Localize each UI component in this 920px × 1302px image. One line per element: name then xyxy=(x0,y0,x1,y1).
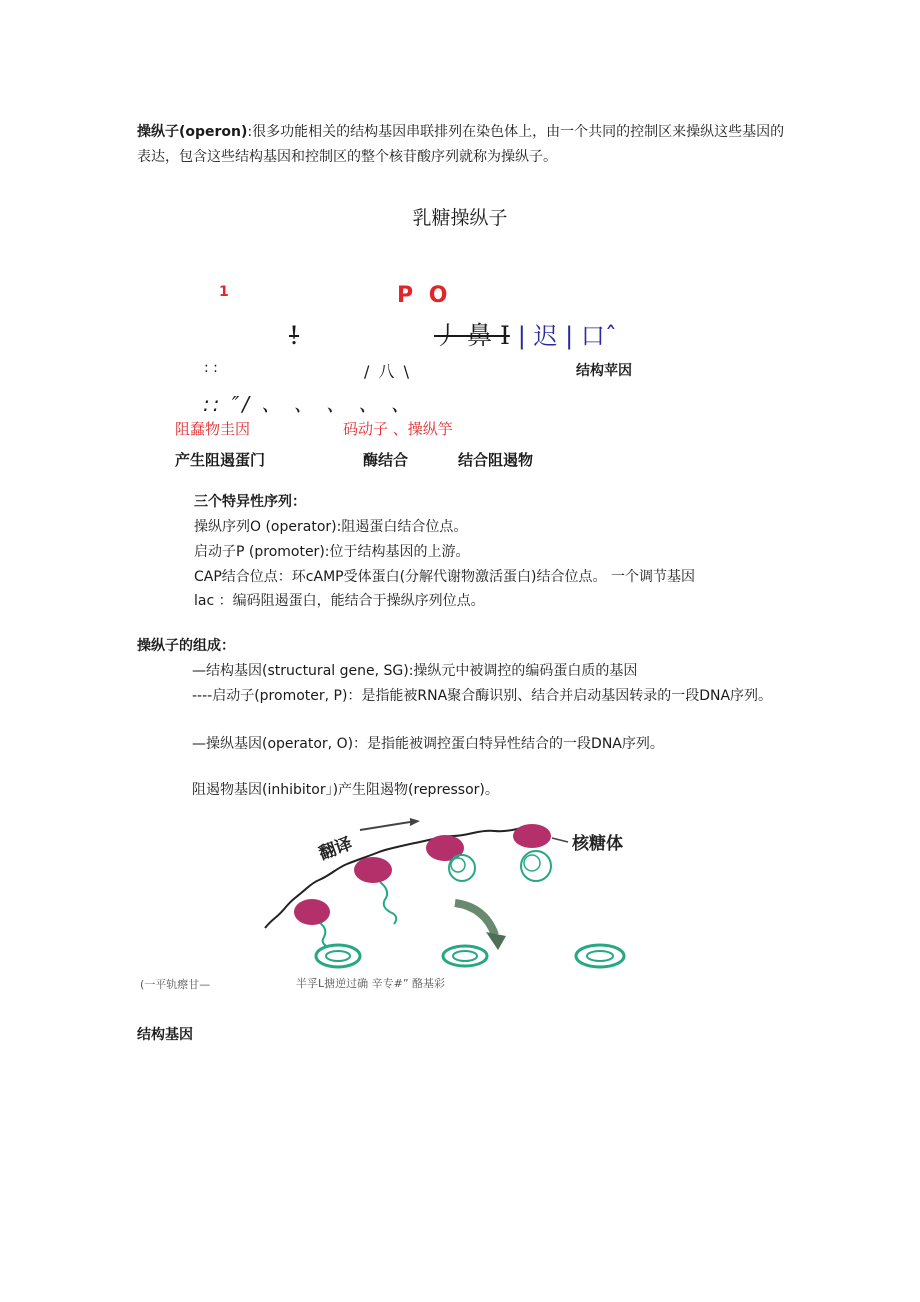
intro-text: :很多功能相关的结构基因串联排列在染色体上，由一个共同的控制区来操纵这些基因的表达，包含这些结构基因和控制区的整个核苷酸序列就称为操纵子。 xyxy=(137,124,785,165)
structural-gene-heading: 结构基因 xyxy=(137,1027,193,1043)
specific-item: CAP结合位点：环cAMP受体蛋白(分解代谢物激活蛋白)结合位点。 一个调节基因 xyxy=(194,569,695,585)
folded-protein-2 xyxy=(443,946,487,966)
operon-line-genes: | 迟 | 口ˆ xyxy=(517,322,617,350)
ribosome-2 xyxy=(354,857,392,883)
bind-repressor-label: 结合阻遏物 xyxy=(458,451,534,469)
specific-heading: 三个特异性序列： xyxy=(194,494,306,510)
direction-arrow-icon xyxy=(410,818,420,826)
composition-item: —结构基因(structural gene, SG):操纵元中被调控的编码蛋白质的基因 xyxy=(192,663,638,679)
structural-gene-label: 结构苹因 xyxy=(576,363,632,379)
ribosome-4 xyxy=(513,824,551,848)
ribosome-label: 核糖体 xyxy=(572,834,623,854)
peptide-chain-2 xyxy=(380,882,396,924)
ribosome-pointer xyxy=(552,838,568,842)
figure-caption-right: 半孚L搪逆过确 辛专#” 酪基彩 xyxy=(296,977,446,990)
specific-item: 启动子P (promoter):位于结构基因的上游。 xyxy=(194,544,470,560)
produce-repressor-label: 产生阻遏蛋门 xyxy=(175,451,266,469)
diagram-po-label: P O xyxy=(397,283,452,308)
section-title: 乳糖操纵子 xyxy=(412,207,508,229)
fold-arrow-head-icon xyxy=(486,932,506,950)
translation-figure xyxy=(260,808,660,976)
diagram-number: 1 xyxy=(219,284,229,300)
ribosome-1 xyxy=(294,899,330,925)
diagram-arrows: / 八 \ xyxy=(364,362,411,381)
repressor-gene-label: 阻蠢物圭因 xyxy=(175,420,251,438)
figure-caption-left: (一平轨瘵甘— xyxy=(140,978,211,991)
specific-item: lac ：编码阻遏蛋白，能结合于操纵序列位点。 xyxy=(194,593,485,609)
diagram-dots-2: :: ″/ 、 、 、 、 、 xyxy=(203,392,414,416)
composition-item: —操纵基因(operator, O)：是指能被调控蛋白特异性结合的一段DNA序列。 xyxy=(192,736,664,752)
specific-item: 操纵序列O (operator):阻遏蛋白结合位点。 xyxy=(194,519,468,535)
folded-protein-1 xyxy=(316,945,360,967)
operon-line-start: ! xyxy=(289,321,300,350)
ribosome-3 xyxy=(426,835,464,861)
folded-protein-3 xyxy=(576,945,624,967)
peptide-chain-1 xyxy=(320,923,328,947)
intro-paragraph xyxy=(137,120,787,170)
fold-arrow xyxy=(455,903,495,935)
diagram-dots-1: : : xyxy=(204,360,218,376)
operon-line xyxy=(289,316,617,352)
translate-label: 翻译 xyxy=(316,833,356,865)
promoter-operator-label: 码动子 、操纵竽 xyxy=(343,420,453,438)
direction-line xyxy=(360,822,410,830)
inhibitor-line: 阻遏物基因(inhibitor」)产生阻遏物(repressor)。 xyxy=(192,782,499,798)
composition-item: ----启动子(promoter, P)：是指能被RNA聚合酶识别、结合并启动基因转录的一段DNA序列。 xyxy=(192,688,773,704)
composition-heading: 操纵子的组成： xyxy=(137,638,235,654)
operon-line-mid: 丿 鼻 I xyxy=(434,321,510,350)
intro-term: 操纵子(operon) xyxy=(137,124,248,140)
enzyme-binding-label: 酶结合 xyxy=(363,451,409,469)
